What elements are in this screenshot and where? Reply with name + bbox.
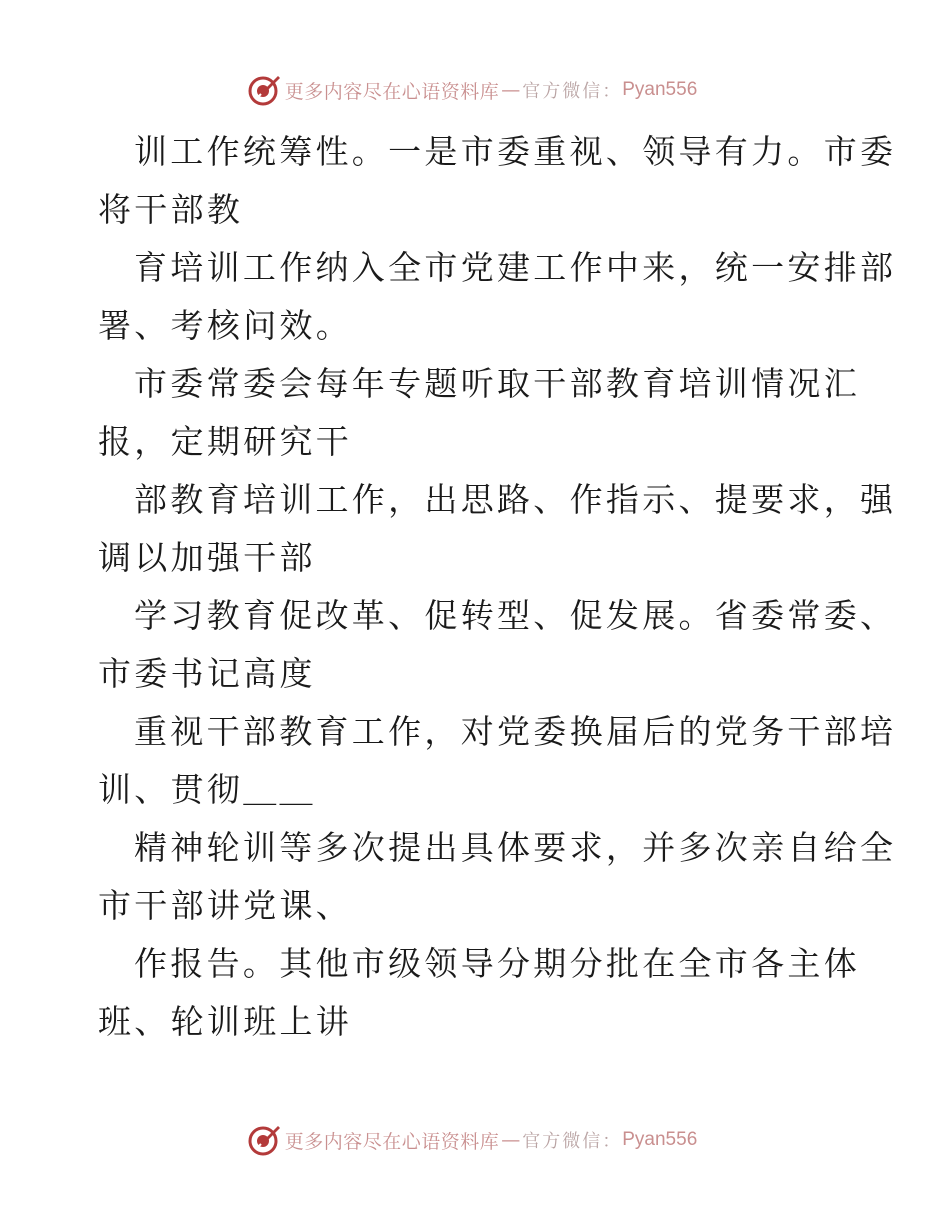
paragraph-line: 报，定期研究干 [98,422,353,461]
footer-site-text: 更多内容尽在心语资料库 [284,1130,500,1153]
footer-wechat-label: 官方微信： [522,1131,623,1152]
header-wechat-label: 官方微信： [522,81,623,102]
paragraph-line: 市委常委会每年专题听取干部教育培训情况汇 [134,364,860,403]
paragraph-line: 重视干部教育工作，对党委换届后的党务干部培 [134,712,897,751]
pen-logo-icon [247,1123,281,1157]
footer-separator: — [501,1129,521,1151]
paragraph [98,123,897,239]
paragraph-line: 署、考核问效。 [98,306,353,345]
header-site-text: 更多内容尽在心语资料库 [284,80,500,103]
document-body [98,123,897,1051]
paragraph-line: 市干部讲党课、 [98,886,353,925]
paragraph [98,239,897,355]
pen-logo-icon [247,73,281,107]
header-wechat-id: Pyan556 [622,79,698,100]
paragraph [98,935,858,1051]
paragraph-line: 精神轮训等多次提出具体要求，并多次亲自给全 [134,828,897,867]
footer-banner [0,1120,950,1160]
paragraph-line: 部教育培训工作，出思路、作指示、提要求，强 [134,480,897,519]
paragraph [98,819,897,935]
header-separator: — [501,79,521,101]
paragraph [98,355,858,471]
header-banner [0,70,950,110]
paragraph-line: 育培训工作纳入全市党建工作中来，统一安排部 [134,248,897,287]
paragraph-line: 将干部教 [98,190,244,229]
paragraph-line: 调以加强干部 [98,538,316,577]
paragraph-line: 训工作统筹性。一是市委重视、领导有力。市委 [134,132,897,171]
footer-wechat-id: Pyan556 [622,1129,698,1150]
paragraph-line: 市委书记高度 [98,654,316,693]
paragraph-line: 学习教育促改革、促转型、促发展。省委常委、 [134,596,897,635]
paragraph-line: 班、轮训班上讲 [98,1002,353,1041]
paragraph [98,703,897,819]
paragraph [98,587,897,703]
paragraph [98,471,897,587]
paragraph-line: 作报告。其他市级领导分期分批在全市各主体 [134,944,860,983]
paragraph-line: 训、贯彻＿＿ [98,770,316,809]
